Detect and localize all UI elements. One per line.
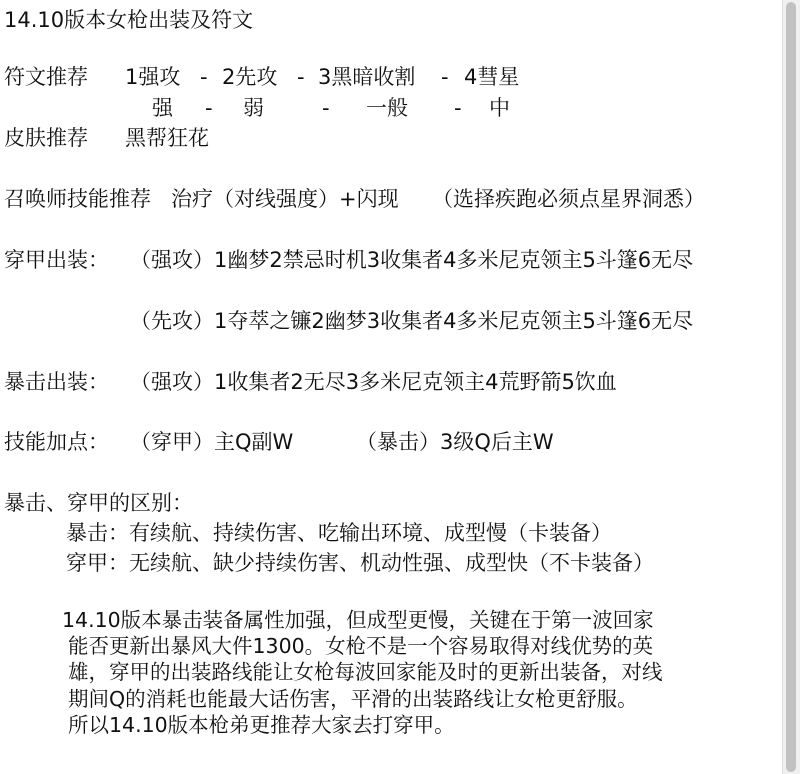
skill-order-crit: （暴击）3级Q后主W xyxy=(356,430,554,454)
skill-order-label: 技能加点： xyxy=(4,430,109,454)
rune-item-1: 1强攻 xyxy=(125,65,181,89)
rune-item-3: 3黑暗收割 xyxy=(318,65,416,89)
rune-rating-2: 弱 xyxy=(243,96,264,120)
scrollbar-thumb[interactable] xyxy=(786,2,796,772)
rune-rating-1: 强 xyxy=(152,96,173,120)
crit-build-label: 暴击出装： xyxy=(4,370,109,394)
rune-rating-separator: - xyxy=(205,96,213,120)
rune-rating-3: 一般 xyxy=(366,96,408,120)
armor-build-line-2: （先攻）1夺萃之镰2幽梦3收集者4多米尼克领主5斗篷6无尽 xyxy=(130,309,694,333)
rune-rating-4: 中 xyxy=(489,96,510,120)
armor-build-label: 穿甲出装： xyxy=(4,248,109,272)
conclusion-line: 所以14.10版本枪弟更推荐大家去打穿甲。 xyxy=(68,712,455,737)
difference-heading: 暴击、穿甲的区别： xyxy=(4,491,193,515)
conclusion-line: 雄，穿甲的出装路线能让女枪每波回家能及时的更新出装备，对线 xyxy=(68,660,663,685)
runes-label: 符文推荐 xyxy=(4,65,88,89)
vertical-scrollbar[interactable] xyxy=(782,0,800,774)
conclusion-line: 期间Q的消耗也能最大话伤害，平滑的出装路线让女枪更舒服。 xyxy=(68,686,638,711)
rune-separator: - xyxy=(441,65,449,89)
summoner-spells: 召唤师技能推荐 治疗（对线强度）+闪现 （选择疾跑必须点星界洞悉） xyxy=(4,187,705,211)
rune-rating-separator: - xyxy=(454,96,462,120)
skill-order-armor: （穿甲）主Q副W xyxy=(130,430,294,454)
skin-label: 皮肤推荐 xyxy=(4,126,88,150)
page-title: 14.10版本女枪出装及符文 xyxy=(4,8,254,32)
difference-armor: 穿甲：无续航、缺少持续伤害、机动性强、成型快（不卡装备） xyxy=(66,551,654,575)
armor-build-line-1: （强攻）1幽梦2禁忌时机3收集者4多米尼克领主5斗篷6无尽 xyxy=(130,248,694,272)
rune-separator: - xyxy=(200,65,208,89)
conclusion-line: 能否更新出暴风大件1300。女枪不是一个容易取得对线优势的英 xyxy=(68,634,654,659)
conclusion-line: 14.10版本暴击装备属性加强，但成型更慢，关键在于第一波回家 xyxy=(62,608,654,632)
conclusion-paragraph xyxy=(62,607,762,738)
crit-build-line-1: （强攻）1收集者2无尽3多米尼克领主4荒野箭5饮血 xyxy=(130,370,617,394)
rune-rating-separator: - xyxy=(322,96,330,120)
rune-item-2: 2先攻 xyxy=(222,65,278,89)
rune-item-4: 4彗星 xyxy=(464,65,520,89)
skin-value: 黑帮狂花 xyxy=(125,126,209,150)
rune-separator: - xyxy=(297,65,305,89)
difference-crit: 暴击：有续航、持续伤害、吃输出环境、成型慢（卡装备） xyxy=(66,521,612,545)
